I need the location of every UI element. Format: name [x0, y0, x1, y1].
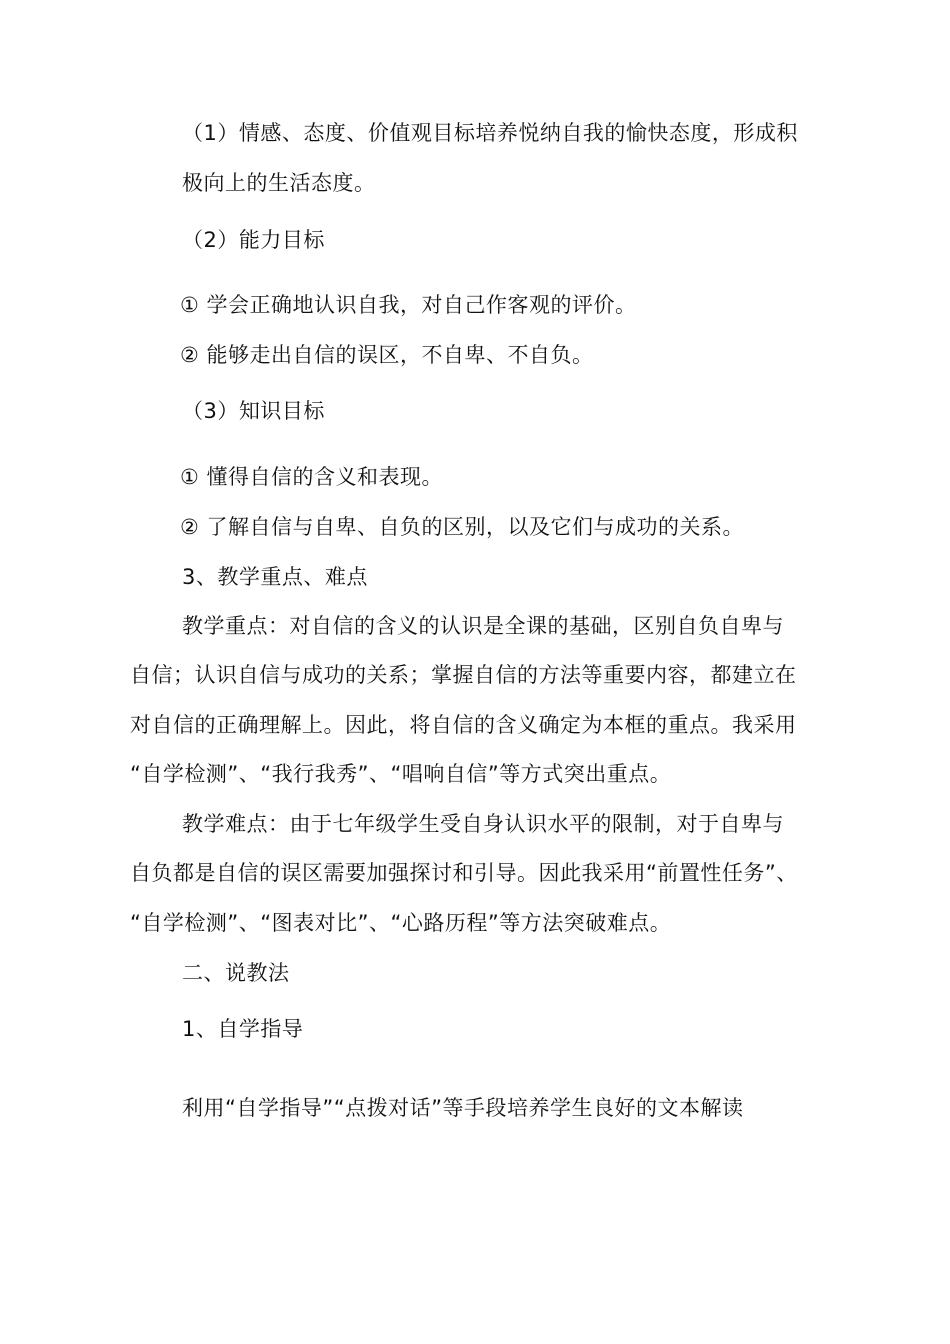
key-points-line-3: 对自信的正确理解上。因此，将自信的含义确定为本框的重点。我采用	[130, 713, 797, 737]
difficult-points-line-2: 自负都是自信的误区需要加强探讨和引导。因此我采用“前置性任务”、	[130, 861, 798, 885]
goal-ability-heading: （2）能力目标	[182, 228, 325, 252]
section-3-heading: 3、教学重点、难点	[182, 565, 368, 589]
key-points-line-2: 自信；认识自信与成功的关系；掌握自信的方法等重要内容，都建立在	[130, 663, 797, 687]
part-2-heading: 二、说教法	[182, 961, 290, 985]
key-points-line-1: 教学重点：对自信的含义的认识是全课的基础，区别自负自卑与	[182, 614, 784, 638]
difficult-points-line-1: 教学难点：由于七年级学生受自身认识水平的限制，对于自卑与	[182, 812, 784, 836]
difficult-points-line-3: “自学检测”、“图表对比”、“心路历程”等方法突破难点。	[130, 911, 672, 935]
method-1-heading: 1、自学指导	[182, 1017, 304, 1041]
method-1-text: 利用“自学指导”“点拨对话”等手段培养学生良好的文本解读	[182, 1096, 744, 1120]
goal-emotion-line-2: 极向上的生活态度。	[182, 171, 376, 195]
goal-ability-item-2: ② 能够走出自信的误区，不自卑、不自负。	[180, 343, 594, 367]
goal-knowledge-item-2: ② 了解自信与自卑、自负的区别，以及它们与成功的关系。	[180, 515, 744, 539]
key-points-line-4: “自学检测”、“我行我秀”、“唱响自信”等方式突出重点。	[130, 762, 672, 786]
goal-knowledge-item-1: ① 懂得自信的含义和表现。	[180, 465, 444, 489]
goal-emotion-line-1: （1）情感、态度、价值观目标培养悦纳自我的愉快态度，形成积	[182, 121, 798, 145]
goal-knowledge-heading: （3）知识目标	[182, 399, 325, 423]
goal-ability-item-1: ① 学会正确地认识自我，对自己作客观的评价。	[180, 293, 637, 317]
